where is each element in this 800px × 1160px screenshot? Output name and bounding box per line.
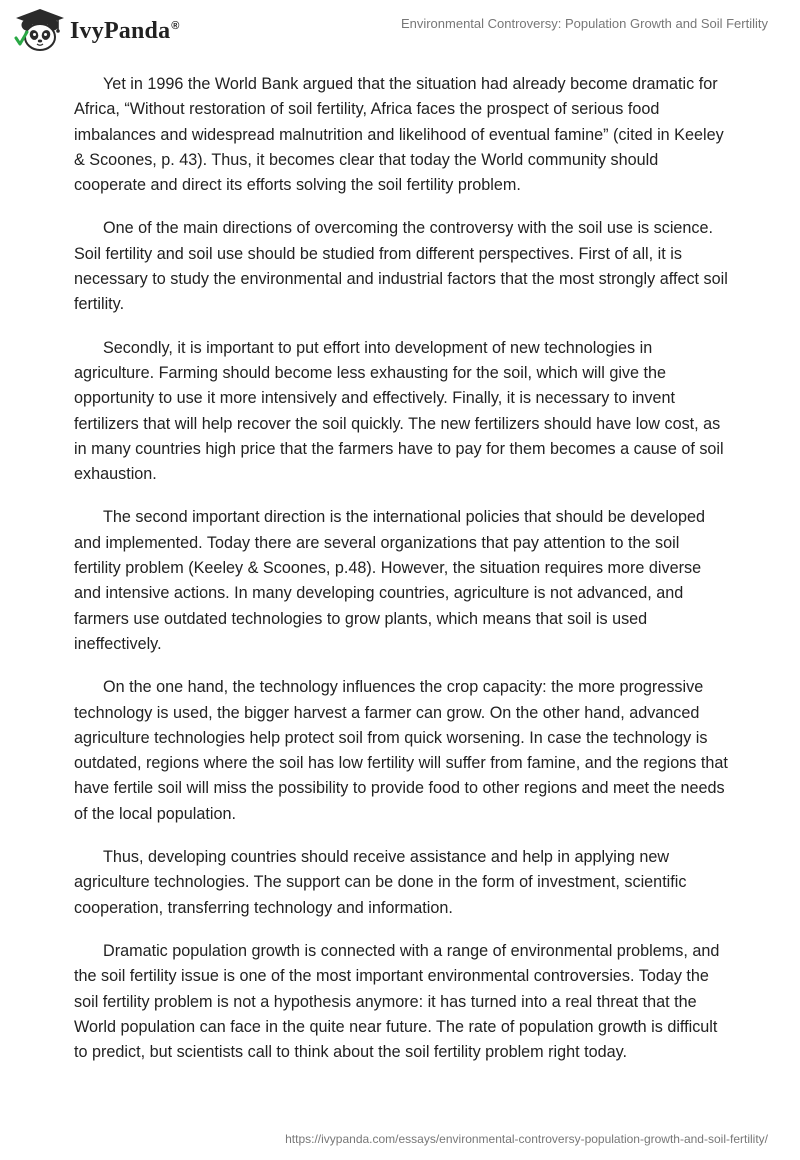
paragraph: One of the main directions of overcoming the controversy with the soil use is science. Soil fertility and soil use should be studied from different perspectives. First of all, it is necessary to study the environmental and industrial factors that the most strongly affect soil fertility.	[74, 219, 728, 314]
registered-mark: ®	[171, 19, 180, 32]
source-url[interactable]: https://ivypanda.com/essays/environmental-controversy-population-growth-and-soil-fertility/	[285, 1132, 768, 1146]
paragraph: Dramatic population growth is connected with a range of environmental problems, and the soil fertility issue is one of the most important environmental controversies. Today the soil fertility problem is not a hypothesis anymore: it has turned into a real threat that the World population can face in the quite near future. The rate of population growth is difficult to predict, but scientists call to think about the soil fertility problem right today.	[74, 941, 720, 1062]
document-title: Environmental Controversy: Population Growth and Soil Fertility	[400, 16, 768, 31]
paragraph: Yet in 1996 the World Bank argued that the situation had already become dramatic for Africa, “Without restoration of soil fertility, Africa faces the prospect of serious food imbalances and widespread malnutrition and likelihood of eventual famine” (cited in Keeley & Scoones, p. 43). Thus, it becomes clear that today the World community should cooperate and direct its efforts solving the soil fertility problem.	[74, 75, 724, 195]
paragraph: Thus, developing countries should receive assistance and help in applying new agriculture technologies. The support can be done in the form of investment, scientific cooperation, transferring technology and information.	[74, 848, 687, 917]
site-logo[interactable]	[14, 8, 180, 52]
panda-graduate-icon	[14, 8, 66, 52]
paragraph: Secondly, it is important to put effort into development of new technologies in agriculture. Farming should become less exhausting for the soil, which will give the opportunity to use it more intensively and effectively. Finally, it is necessary to invent fertilizers that will help recover the soil quickly. The new fertilizers should have low cost, as in many countries high price that the farmers have to pay for them becomes a cause of soil exhaustion.	[74, 338, 724, 484]
paragraph: The second important direction is the international policies that should be developed and implemented. Today there are several organizations that pay attention to the soil fertility problem (Keeley & Scoones, p.48). However, the situation requires more diverse and intensive actions. In many developing countries, agriculture is not advanced, and farmers use outdated technologies to grow plants, which means that soil is used ineffectively.	[74, 508, 706, 653]
essay-body	[74, 72, 728, 1083]
page-header	[0, 0, 800, 60]
paragraph: On the one hand, the technology influences the crop capacity: the more progressive technology is used, the bigger harvest a farmer can grow. On the other hand, advanced agriculture technologies help protect soil from quick worsening. In case the technology is outdated, regions where the soil has low fertility will suffer from famine, and the regions that have fertile soil will miss the possibility to provide food to other regions and meet the needs of the local population.	[74, 678, 728, 823]
logo-text: IvyPanda®	[70, 17, 180, 44]
